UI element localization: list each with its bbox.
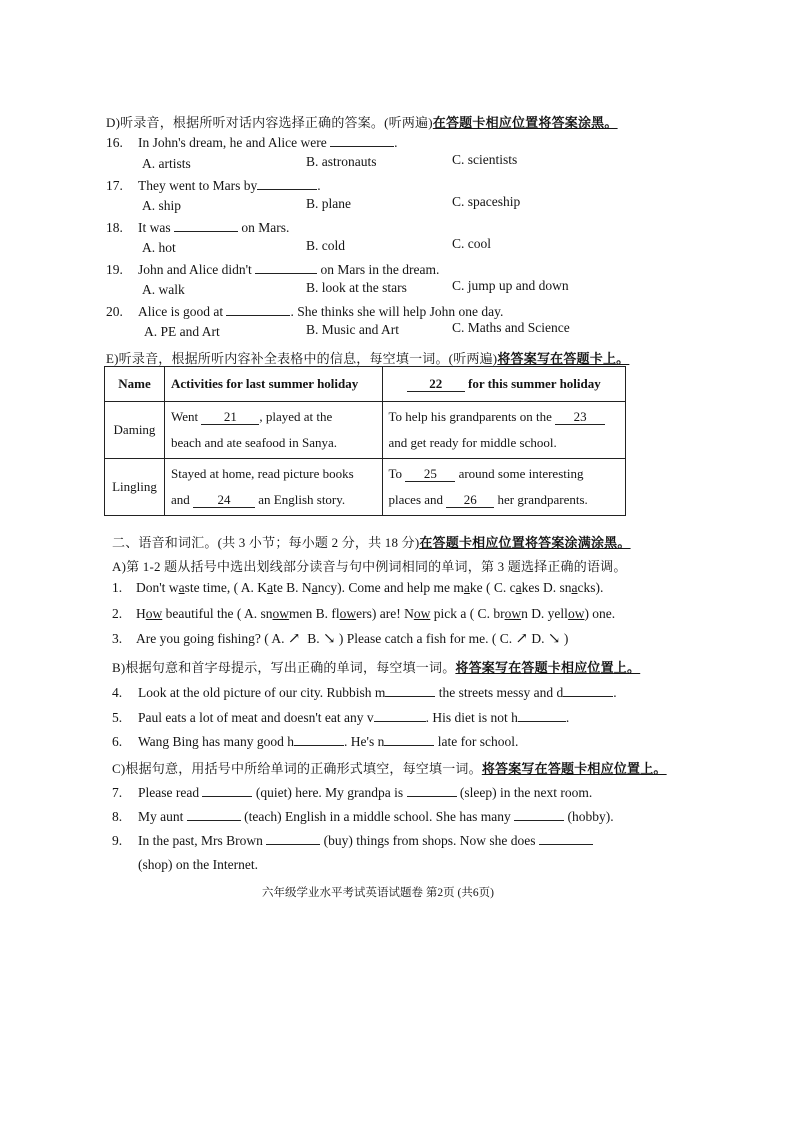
answer-blank — [374, 709, 426, 722]
section-c-title: C)根据句意，用括号中所给单词的正确形式填空，每空填一词。 — [112, 761, 482, 776]
question-9: 9. In the past, Mrs Brown (buy) things from shops. Now she does — [112, 832, 593, 849]
falling-arrow-icon: ↘ — [322, 631, 336, 647]
answer-blank — [174, 219, 238, 232]
option-c: C. spaceship — [452, 194, 521, 209]
row-name-daming: Daming — [105, 402, 165, 459]
question-16: 16. In John's dream, he and Alice were . — [106, 135, 398, 150]
blank-26: 26 — [446, 493, 494, 508]
answer-blank — [202, 784, 252, 797]
section-e-instruction: 将答案写在答题卡上。 — [497, 351, 630, 366]
question-19: 19. John and Alice didn't on Mars in the dream. — [106, 262, 440, 277]
question-9-continued: (shop) on the Internet. — [138, 857, 258, 872]
blank-23: 23 — [555, 410, 605, 425]
question-20: 20. Alice is good at . She thinks she will help John one day. — [106, 304, 504, 319]
section-b-title: B)根据句意和首字母提示，写出正确的单词，每空填一词。 — [112, 660, 456, 675]
option-a: A. walk — [142, 282, 185, 297]
answer-blank — [187, 808, 241, 821]
section-d-instruction: 在答题卡相应位置将答案涂黑。 — [432, 115, 618, 130]
header-last-summer: Activities for last summer holiday — [164, 367, 382, 402]
question-6: 6. Wang Bing has many good h . He's n late for school. — [112, 734, 519, 749]
daming-this-summer: To help his grandparents on the 23 and get ready for middle school. — [382, 402, 625, 459]
option-c: C. Maths and Science — [452, 320, 570, 335]
section-c-heading — [112, 758, 667, 777]
lingling-this-summer: To 25 around some interesting places and 26 her grandparents. — [382, 459, 625, 516]
answer-blank — [539, 832, 593, 845]
option-c: C. jump up and down — [452, 278, 569, 293]
section-b-instruction: 将答案写在答题卡相应位置上。 — [455, 660, 641, 675]
blank-21: 21 — [201, 410, 259, 425]
answer-blank — [563, 684, 613, 697]
table-header-row — [105, 367, 626, 402]
answer-blank — [294, 733, 344, 746]
part-2-title: 二、语音和词汇。(共 3 小节；每小题 2 分，共 18 分) — [112, 535, 420, 550]
section-a-heading: A)第 1-2 题从括号中选出划线部分读音与句中例词相同的单词，第 3 题选择正确的语调。 — [112, 559, 627, 574]
section-c-instruction: 将答案写在答题卡相应位置上。 — [481, 761, 667, 776]
rising-arrow-icon: ↗ — [515, 631, 529, 647]
option-c: C. scientists — [452, 152, 518, 167]
answer-blank — [518, 709, 566, 722]
section-e-heading — [106, 348, 629, 367]
question-7: 7. Please read (quiet) here. My grandpa is (sleep) in the next room. — [112, 785, 593, 800]
section-d-heading — [106, 112, 618, 131]
answer-blank — [257, 177, 317, 190]
lingling-last-summer: Stayed at home, read picture books and 24 an English story. — [164, 459, 382, 516]
holiday-table — [104, 366, 626, 516]
falling-arrow-icon: ↘ — [547, 631, 561, 647]
section-e-title: E)听录音，根据所听内容补全表格中的信息，每空填一词。(听两遍) — [106, 351, 498, 366]
answer-blank — [385, 684, 435, 697]
question-8: 8. My aunt (teach) English in a middle school. She has many (hobby). — [112, 809, 614, 824]
option-a: A. hot — [142, 240, 176, 255]
part-2-heading — [112, 532, 631, 551]
option-a: A. ship — [142, 198, 182, 213]
part-2-instruction: 在答题卡相应位置将答案涂满涂黑。 — [419, 535, 631, 550]
option-b: B. cold — [306, 238, 345, 253]
question-18: 18. It was on Mars. — [106, 220, 290, 235]
option-a: A. PE and Art — [144, 324, 220, 339]
answer-blank — [514, 808, 564, 821]
answer-blank — [226, 303, 290, 316]
answer-blank — [384, 733, 434, 746]
daming-last-summer: Went 21 , played at the beach and ate seafood in Sanya. — [164, 402, 382, 459]
header-name: Name — [105, 367, 165, 402]
option-b: B. Music and Art — [306, 322, 399, 337]
table-row — [105, 402, 626, 459]
answer-blank — [330, 134, 394, 147]
answer-blank — [255, 261, 317, 274]
row-name-lingling: Lingling — [105, 459, 165, 516]
question-4: 4. Look at the old picture of our city. Rubbish m the streets messy and d . — [112, 685, 617, 700]
answer-blank — [407, 784, 457, 797]
question-3: 3. Are you going fishing? ( A. ↗ B. ↘ ) Please catch a fish for me. ( C. ↗ D. ↘ ) — [112, 631, 569, 647]
option-b: B. astronauts — [306, 154, 377, 169]
page-footer: 六年级学业水平考试英语试题卷 第2页 (共6页) — [262, 887, 494, 899]
blank-25: 25 — [405, 467, 455, 482]
blank-24: 24 — [193, 493, 255, 508]
section-d-title: D)听录音，根据所听对话内容选择正确的答案。(听两遍) — [106, 115, 433, 130]
option-b: B. look at the stars — [306, 280, 407, 295]
blank-22: 22 — [407, 377, 465, 392]
question-5: 5. Paul eats a lot of meat and doesn't eat any v . His diet is not h . — [112, 710, 570, 725]
table-row — [105, 459, 626, 516]
option-a: A. artists — [142, 156, 191, 171]
header-this-summer: 22 for this summer holiday — [382, 367, 625, 402]
question-2: 2. How beautiful the ( A. snowmen B. flowers) are! Now pick a ( C. brown D. yellow) one. — [112, 606, 616, 621]
answer-blank — [266, 832, 320, 845]
question-1: 1. Don't waste time, ( A. Kate B. Nancy). Come and help me make ( C. cakes D. snacks). — [112, 580, 604, 595]
rising-arrow-icon: ↗ — [287, 631, 301, 647]
option-b: B. plane — [306, 196, 351, 211]
option-c: C. cool — [452, 236, 491, 251]
section-b-heading — [112, 657, 640, 676]
question-17: 17. They went to Mars by . — [106, 178, 321, 193]
